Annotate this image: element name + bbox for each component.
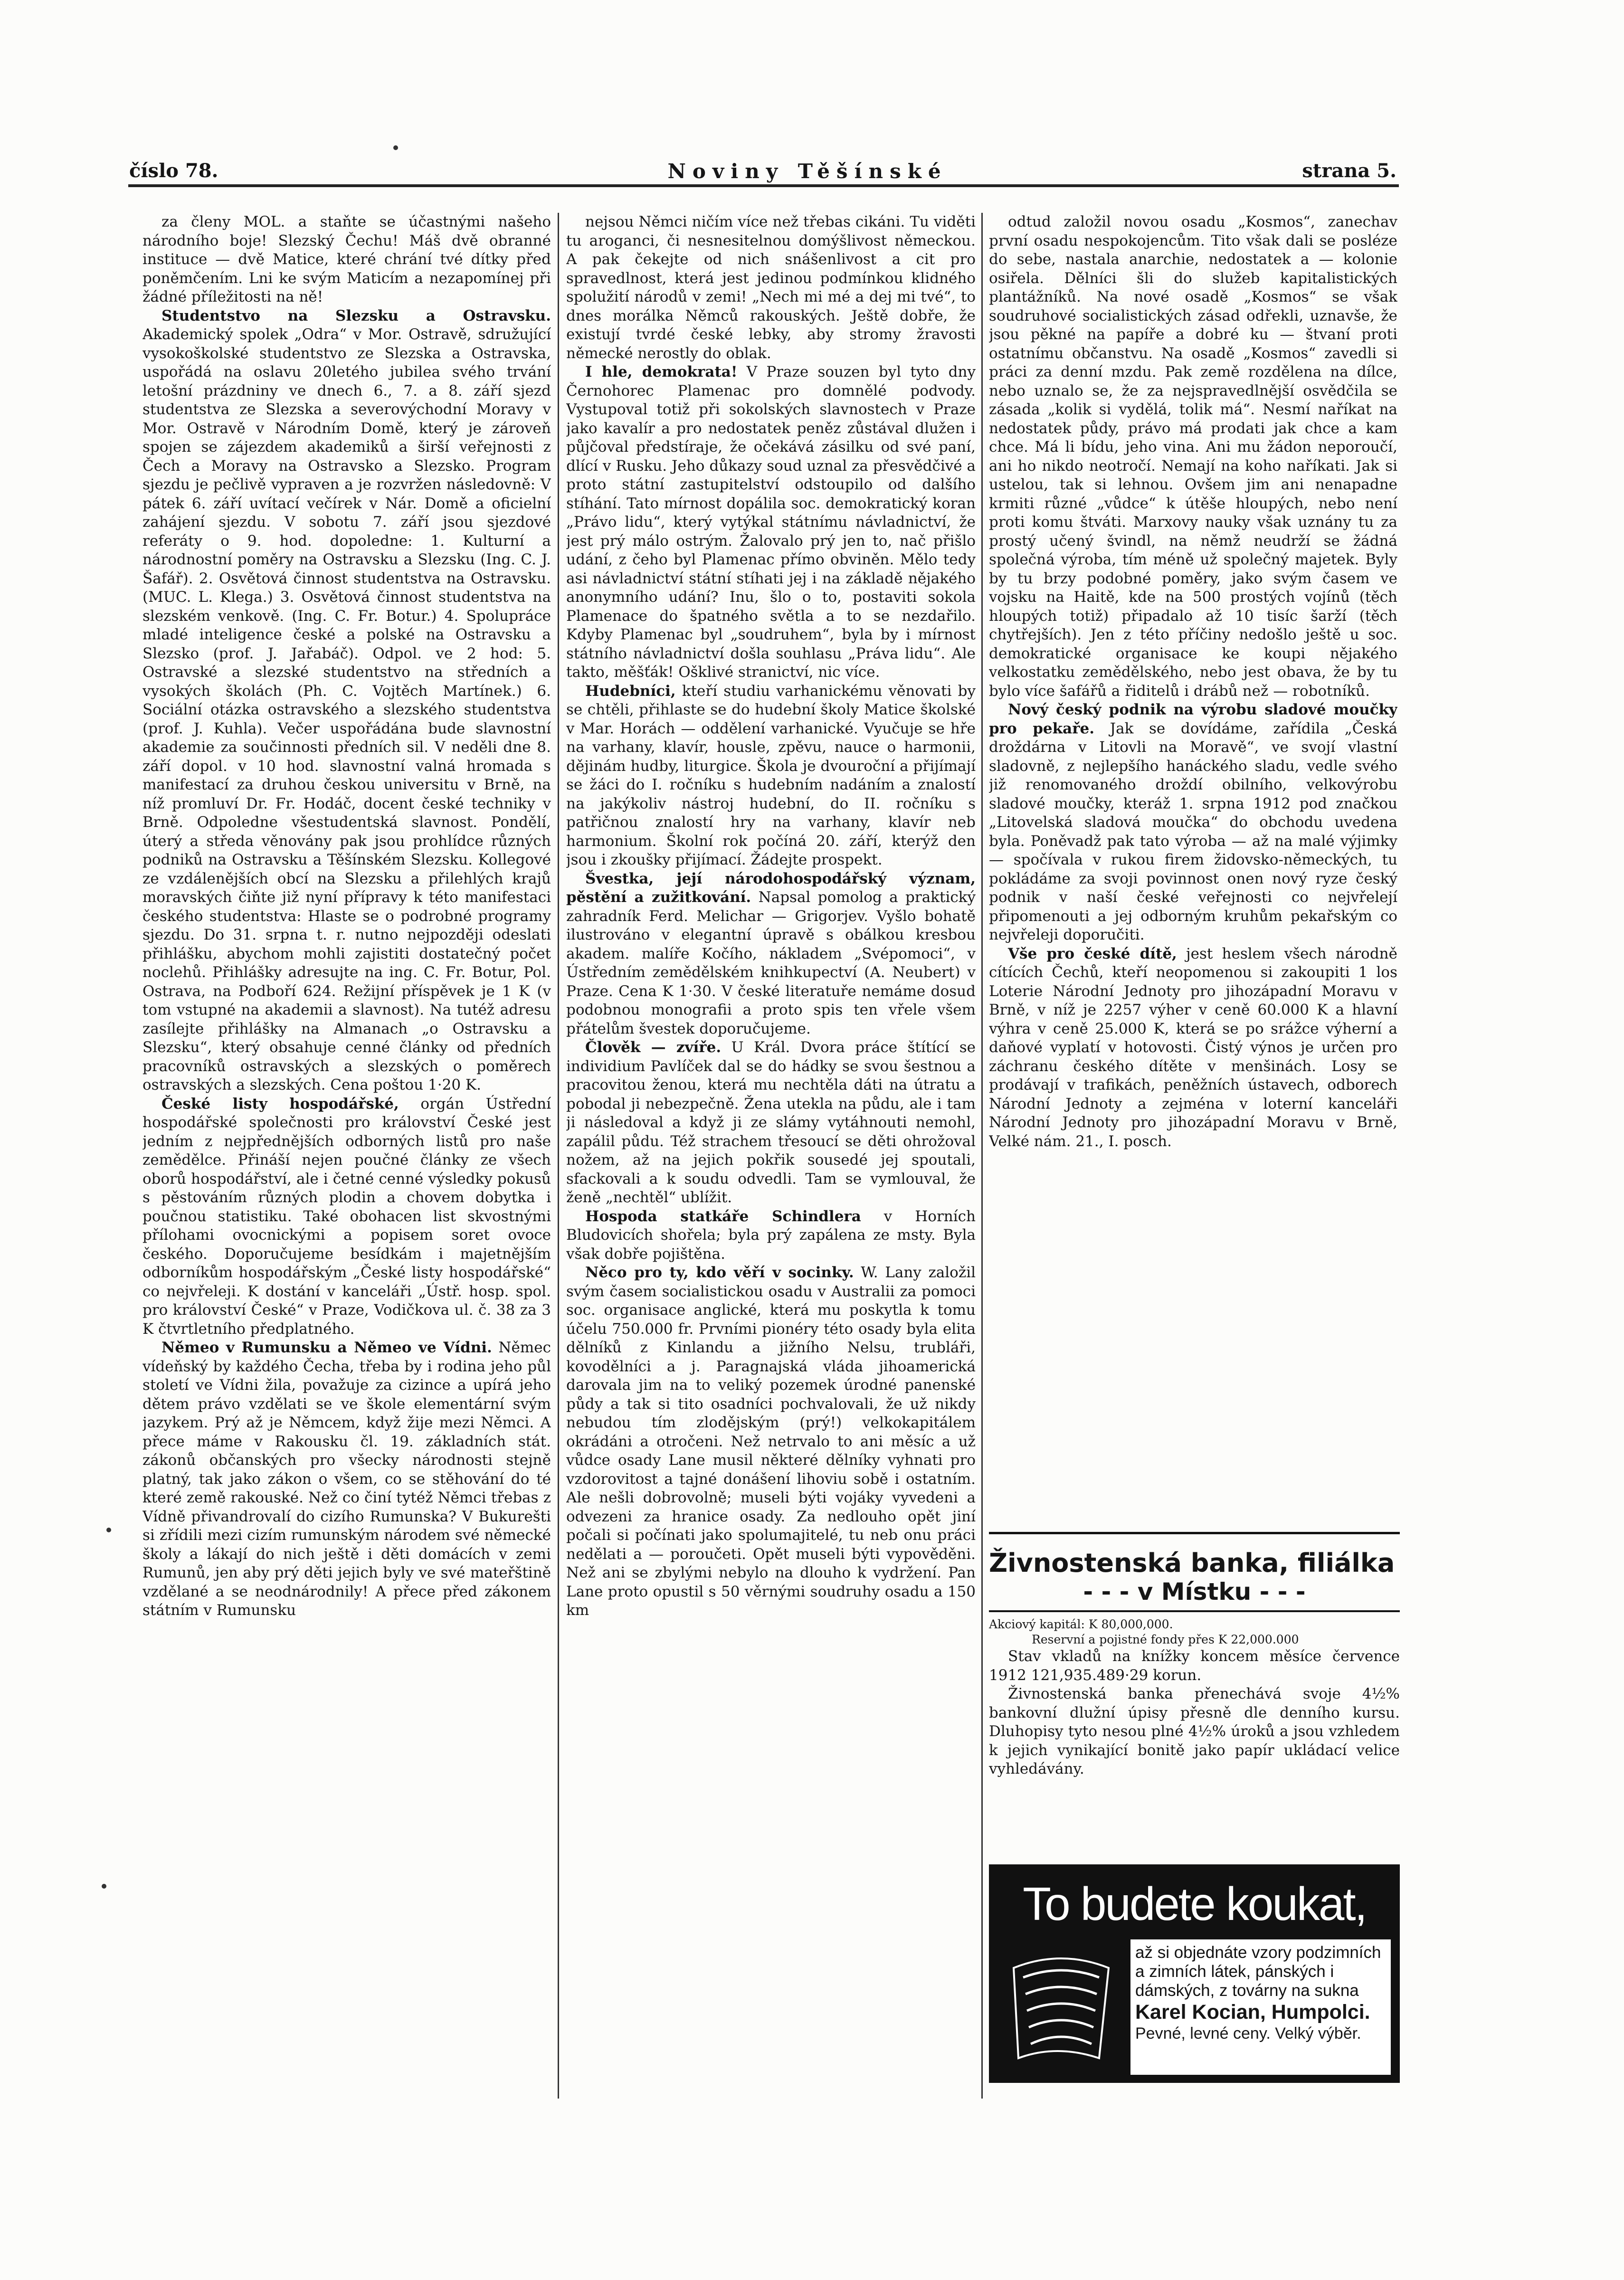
article-heading: Švestka, její národohospodářský význam, pěstění a zužitkování. — [566, 870, 976, 906]
column-1 — [142, 213, 551, 2099]
article-text: orgán Ústřední hospodářské společnosti pro království České jest jedním z nejpřednějších odborných listů pro naše zemědělce. Přináší nejen poučné články ze všech oborů hospodářství, ale i četné cenné výsledky pokusů s pěstováním různých plodin a chovem dobytka i poučnou statistiku. Také obohacen list skvostnými přílohami ovocnickými a popisem soret ovoce českého. Doporučujeme besídkám i majetnějším odborníkům hospodářským „České listy hospodářské“ co nejvřeleji. K dostání v kanceláři „Ústř. hosp. spol. pro království České“ v Praze, Vodičkova ul. č. 38 za 3 K čtvrtletního předplatného. — [142, 1095, 551, 1338]
column-divider — [558, 213, 559, 2099]
article — [566, 1038, 976, 1207]
newspaper-title: Noviny Těšínské — [667, 160, 948, 183]
header-rule — [128, 184, 1399, 187]
article — [142, 1339, 551, 1620]
column-2 — [566, 213, 976, 2099]
bank-ad-text: Stav vkladů na knížky koncem měsíce července 1912 121,935.489·29 korun. — [989, 1648, 1400, 1684]
article-heading: Hospoda statkáře Schindlera — [585, 1207, 861, 1225]
print-speck — [102, 1884, 106, 1889]
article-heading: Němeo v Rumunsku a Němeo ve Vídni. — [161, 1339, 492, 1356]
article-heading: Člověk — zvíře. — [585, 1039, 722, 1056]
article-text: za členy MOL. a staňte se účastnými našeho národního boje! Slezský Čechu! Máš dvě obranné instituce — dvě Matice, které chrání tvé dítky před poněmčením. Lni ke svým Maticím a nezapomínej při žádné příležitosti na ně! — [142, 213, 551, 305]
article-text: nejsou Němci ničím více než třebas cikáni. Tu viděti tu aroganci, či nesnesitelnou domýšlivost německou. A pak čekejte od nich snášenlivost a cit pro spravedlnost, která jest jedinou podmínkou klidného spolužití národů v zemi! „Nech mi mé a dej mi tvé“, to dnes morálka Němců rakouských. Ještě dobře, že existují tvrdé české lebky, aby stromy žravosti německé nerostly do oblak. — [566, 213, 976, 362]
bank-ad-capital-line: Akciový kapitál: K 80,000,000. — [989, 1617, 1173, 1631]
article — [989, 701, 1397, 945]
kocian-advertisement — [989, 1864, 1400, 2083]
article-heading: Hudebníci, — [585, 682, 676, 700]
kocian-ad-slogan: Pevné, levné ceny. Velký výběr. — [1135, 2024, 1361, 2042]
bank-ad-subtitle: - - - v Místku - - - — [989, 1578, 1400, 1612]
bank-ad-text: Živnostenská banka přenechává svoje 4½% bankovní dlužní úpisy přesně dle denního kursu. Dluhopisy tyto nesou plné 4½% úroků a jsou vzhledem k jejich vynikající bonitě jako papír ukládací velice vyhledávány. — [989, 1685, 1400, 1777]
article — [989, 945, 1397, 1151]
article-heading: Nový český podnik na výrobu sladové moučky pro pekaře. — [989, 701, 1397, 737]
article-text: v Horních Bludovicích shořela; byla prý zapálena ze msty. Byla však dobře pojištěna. — [566, 1207, 976, 1263]
issue-number: číslo 78. — [129, 160, 218, 182]
print-speck — [393, 145, 398, 150]
article-text: odtud založil novou osadu „Kosmos“, zanechav první osadu nespokojencům. Tito však dali se posléze do sebe, nastala anarchie, nedostatek a — kolonie osiřela. Dělníci šli do služeb kapitalistických plantážníků. Na nové osadě „Kosmos“ se však soudruhové socialistických zásad odřekli, uznavše, že jsou pěkné na papíře a dobré ku — štvaní proti ostatnímu občanstvu. Na osadě „Kosmos“ zavedli si práci za denní mzdu. Pak země rozdělena na dílce, nebo uznalo se, že za nejspravedlnější osvědčila se zásada „kolik si vydělá, tolik má“. Nesmí naříkat na nedostatek půdy, právo má prodati jak chce a kam chce. Má li bídu, jeho vina. Ani mu žádon neporoučí, ani ho nikdo neotročí. Nemají na koho naříkati. Jak si ustelou, tak si lehnou. Ovšem jim ani nenapadne krmiti různé „vůdce“ k útěše hloupých, nebo není proti komu štváti. Marxovy nauky však uznány tu za prostý učený švindl, na němž neudrží se žádná společná výroba, tím méně už společný majetek. Byly by tu brzy podobné poměry, jako svým časem ve vojsku na Haitě, kde na 500 prostých vojínů (těch hloupých totiž) připadalo až 10 tisíc šarží (těch chytřejších). Jen z této příčiny nedošlo ještě u soc. demokratické organisace ke koupi nějakého velkostatku zemědělského, nebo jest obava, že by tu bylo více šafářů a řiditelů i drábů než — robotníků. — [989, 213, 1397, 700]
article-heading: České listy hospodářské, — [161, 1095, 399, 1112]
article — [566, 1264, 976, 1620]
kocian-ad-textbox — [1130, 1939, 1391, 2075]
bank-ad-title: Živnostenská banka, filiálka — [989, 1548, 1395, 1578]
article-heading: Studentstvo na Slezsku a Ostravsku. — [161, 307, 551, 324]
bank-ad-reserve-line: Reservní a pojistné fondy přes K 22,000.000 — [1032, 1633, 1299, 1646]
article-text: Jak se dovídáme, zařídila „Česká droždárna v Litovli na Moravě“, ve svojí vlastní sladovně, z nejlepšího hanáckého sladu, vedle svého již renomovaného droždí obilního, velkovýrobu sladové moučky, kteráž 1. srpna 1912 pod značkou „Litovelská sladová moučka“ do obchodu uvedena byla. Poněvadž pak tato výroba — až na malé výjimky — spočívala v rukou firem židovsko-německých, tu pokládáme za svoji povinnost onen nový ryze český podnik v naší české veřejnosti co nejvřelejí připomenouti a jej odborným kruhům pekařským co nejvřeleji doporučiti. — [989, 720, 1397, 943]
kocian-ad-company: Karel Kocian, Humpolci. — [1135, 2001, 1370, 2024]
article-text: kteří studiu varhanickému věnovati by se chtěli, přihlaste se do hudební školy Matice školské v Mar. Horách — oddělení varhanické. Vyučuje se hře na varhany, klavír, housle, zpěvu, nauce o harmonii, dějinám hudby, liturgice. Škola je dvouroční a přijímají se žáci do I. ročníku s hudebním nadáním a znalostí na jakýkoliv nástroj hudební, do II. ročníku s patřičnou znalostí hry na varhany, klavír neb harmonium. Školní rok počíná 20. září, kterýž den jsou i zkoušky přijímací. Žádejte prospekt. — [566, 682, 976, 868]
article — [142, 307, 551, 1095]
bank-ad-body — [989, 1647, 1400, 1779]
fabric-bolt-icon — [1004, 1949, 1118, 2068]
article-text: V Praze souzen byl tyto dny Černohorec Plamenac pro domnělé podvody. Vystupoval totiž při sokolských slavnostech v Praze jako kavalír a pro nedostatek peněz zůstával dlužen i půjčoval předstíraje, že očekává zásilku od své paní, dlící v Rusku. Jeho důkazy soud uznal za přesvědčivé a proto státní zastupitelství odstoupilo od dalšího stíhání. Tato mírnost dopálila soc. demokratický koran „Právo lidu“, který vytýkal státnímu návladnictví, že jest prý málo ostrým. Žalovalo prý jen to, nač přišlo udání, z čeho byl Plamenac přímo obviněn. Mělo tedy asi návladnictví státní stíhati jej i na základě nějakého anonymního udání? Inu, šlo o to, postaviti sokola Plamenace do špatného světla a to se nezdařilo. Kdyby Plamenac byl „soudruhem“, byla by i mírnost státního návladnictví došla souhlasu „Práva lidu“. Ale takto, měšťák! Ošklivé stranictví, nic více. — [566, 363, 976, 681]
column-3 — [989, 213, 1397, 1486]
article-text: U Král. Dvora práce štítící se individium Pavlíček dal se do hádky se svou šestnou a pracovitou ženou, která mu nechtěla dáti na útratu a pobodal ji nebezpečně. Žena utekla na půdu, ale i tam ji následoval a když ji ze slámy vytáhnouti nemohl, zapálil půdu. Též strachem třesoucí se děti ohrožoval nožem, až na jejich pokřik sousedé jej spoutali, sfackovali a k soudu odvedli. Tam se vymlouval, že ženě „nechtěl“ ublížit. — [566, 1039, 976, 1206]
article-text: Napsal pomolog a praktický zahradník Ferd. Melichar — Grigorjev. Vyšlo bohatě ilustrováno v elegantní úpravě s obálkou kresbou akadem. malíře Kočího, nákladem „Svépomoci“, v Ústředním zemědělském knihkupectví (A. Neubert) v Praze. Cena K 1·30. V české literatuře nemáme dosud podobnou monografii a proto spis ten vřele všem přátelům švestek doporučujeme. — [566, 889, 976, 1037]
kocian-ad-headline: To budete koukat, — [1023, 1878, 1366, 1930]
article-heading: I hle, demokrata! — [585, 363, 738, 380]
article — [566, 1207, 976, 1264]
article-text: Akademický spolek „Odra“ v Mor. Ostravě, sdružující vysokoškolské studentstvo ze Slezska a Ostravska, uspořádá na oslavu 20letého jubilea svého trvání letošní prázdniny ve dnech 6., 7. a 8. září sjezd studentstva ze Slezska a severovýchodní Moravy v Mor. Ostravě v Národním Domě, který je zároveň spojen se zájezdem akademiků a širší veřejnosti z Čech a Moravy na Ostravsko a Slezsko. Program sjezdu je pečlivě vypraven a je rozvržen následovně: V pátek 6. září uvítací večírek v Nár. Domě a oficielní zahájení sjezdu. V sobotu 7. září jsou sjezdové referáty o 9. hod. dopoledne: 1. Kulturní a národnostní poměry na Ostravsku a Slezsku (Ing. C. J. Šafář). 2. Osvětová činnost studentstva na Ostravsku. (MUC. L. Klega.) 3. Osvětová činnost studentstva na slezském venkově. (Ing. C. Fr. Botur.) 4. Spolupráce mladé inteligence české a polské na Ostravsku a Slezsko (prof. J. Jařabáč). Odpol. ve 2 hod: 5. Ostravské a slezské studentstvo na středních a vysokých školách (Ph. C. Vojtěch Martínek.) 6. Sociální otázka ostravského a slezského studentstva (prof. J. Kuhla). Večer uspořádána bude slavnostní akademie za součinnosti předních sil. V neděli dne 8. září dopol. v 10 hod. slavnostní valná hromada s manifestací za druhou českou universitu v Brně, na níž promluví Dr. Fr. Hodáč, docent české techniky v Brně. Odpoledne všestudentská slavnost. Pondělí, úterý a středa věnovány pak jsou prohlídce různých podniků na Ostravsku a Těšínském Slezsku. Kollegové ze vzdálenějších obcí na Slezsku a přilehlých krajů moravských čiňte již nyní přípravy k této manifestaci českého studentstva: Hlaste se o podrobné programy sjezdu. Do 31. srpna t. r. nutno nejpozději odeslati přihlášku, abychom mohli zajistiti dostatečný počet noclehů. Přihlášky adresujte na ing. C. Fr. Botur, Pol. Ostrava, na Podboří 624. Režijní příspěvek je 1 K (v tom vstupné na akademii a slavnost). Na tutéž adresu zasílejte přihlášky na Almanach „o Ostravsku a Slezsku“, který obsahuje cenné články od předních pracovníků ostravských a slezských o poměrech ostravských a slezských. Cena poštou 1·20 K. — [142, 326, 551, 1093]
article-text: Němec vídeňský by každého Čecha, třeba by i rodina jeho půl století ve Vídni žila, považuje za cizince a upírá jeho dětem právo vzdělati se ve škole elementární svým jazykem. Prý až je Němcem, když žije mezi Němci. A přece máme v Rakousku čl. 19. základních stát. zákonů občanských pro všecky národnosti stejně platný, tak jako zákon o všem, co se stěhování do té které země rakouské. Než co činí tytéž Němci třebas z Vídně přivandrovalí do cizího Rumunska? V Bukurešti si zřídili mezi cizím rumunským národem své německé školy a lákají do nich ještě i děti domácích v zemi Rumunů, jen aby prý děti jejich byly ve své mateřštině vzdělané a se neodnárodnily! A přece před zákonem státním v Rumunsku — [142, 1339, 551, 1619]
print-speck — [106, 1528, 111, 1532]
article-text: jest heslem všech národně cítících Čechů, kteří neopomenou si zakoupiti 1 los Loterie Národní Jednoty pro jihozápadní Moravu v Brně, v níž je 2257 výher v ceně 60.000 K a hlavní výhra v ceně 25.000 K, která se po srážce výherní a daňové vyplatí v hotovosti. Čistý výnos je určen pro záchranu českého dítěte v menšinách. Losy se prodávají v trafikách, peněžních ústavech, odborech Národní Jednoty a zejména v loterní kanceláři Národní Jednoty pro jihozápadní Moravu v Brně, Velké nám. 21., I. posch. — [989, 945, 1397, 1150]
bank-advertisement — [989, 1532, 1400, 1798]
article — [566, 870, 976, 1039]
bank-ad-capital — [989, 1617, 1400, 1647]
column-divider — [981, 213, 983, 2099]
article — [566, 682, 976, 870]
article — [566, 363, 976, 682]
article — [142, 1095, 551, 1339]
article-text: W. Lany založil svým časem socialistickou osadu v Australii za pomoci soc. organisace anglické, která mu poskytla k tomu účelu 750.000 fr. Prvními pionéry této osady byla elita dělníků z Kinlandu a jižního Nelsu, trubláři, kovodělníci a j. Paragnajská vláda jihoamerická darovala jim na to veliký pozemek úrodné panenské půdy a tak si tito osadníci pochvalovali, že už nikdy nebudou tím zlodějským (prý!) velkokapitálem okrádáni a otročeni. Než netrvalo to ani měsíc a už vůdce osady Lane musil některé dělníky vyhnati pro vzdorovitost a tajné donášení lihoviu sobě i ostatním. Ale nešli dobrovolně; museli býti vojáky vyvedeni a odvezeni za hranice osady. Za nedlouho opět jiní počali si počínati jako spolumajitelé, tu neb onu práci nedělati a — poroučeti. Opět museli býti vypověděni. Než ani se zbylými nebylo na dlouho k vydržení. Pan Lane proto opustil s 50 věrnými soudruhy osadu a 150 km — [566, 1264, 976, 1619]
kocian-ad-text: až si objednáte vzory podzimních a zimních látek, pánských i dámských, z továrny na sukna — [1135, 1943, 1381, 2000]
article-heading: Vše pro české dítě, — [1008, 945, 1177, 962]
article-heading: Něco pro ty, kdo věří v socinky. — [585, 1264, 854, 1281]
page-number: strana 5. — [1302, 160, 1396, 182]
